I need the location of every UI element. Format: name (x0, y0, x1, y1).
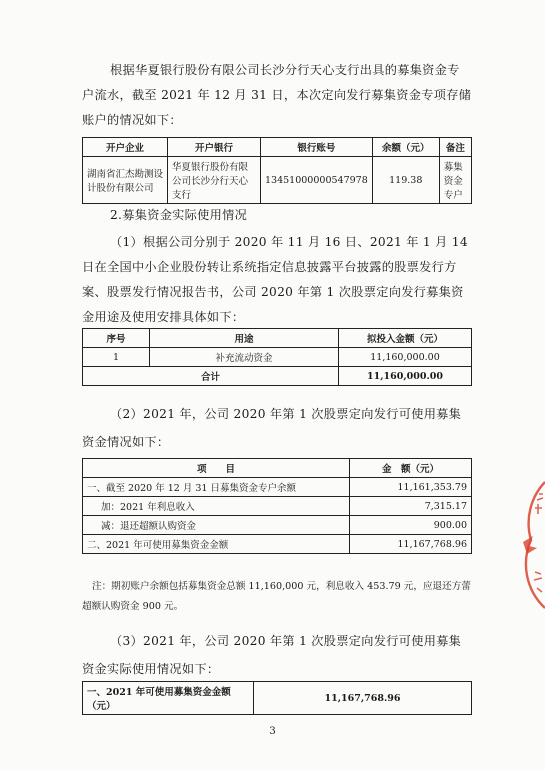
cell-amount: 11,167,768.96 (350, 535, 472, 554)
section-heading-usage: 2.募集资金实际使用情况 (110, 208, 248, 222)
table-row (83, 516, 472, 535)
table-row (83, 478, 472, 497)
cell-item: 减：退还超额认购资金 (83, 516, 350, 535)
table-row (83, 348, 472, 367)
table-row (83, 535, 472, 554)
cell-total-value: 11,160,000.00 (339, 367, 472, 386)
cell-item: 加：2021 年利息收入 (83, 497, 350, 516)
col-header-amount: 金 额（元） (350, 459, 472, 478)
table-row (83, 682, 472, 715)
cell-amount: 7,315.17 (350, 497, 472, 516)
seal-stamp-fragment (515, 480, 545, 610)
col-header-balance: 余额（元） (372, 138, 439, 157)
paragraph-account-intro: 根据华夏银行股份有限公司长沙分行天心支行出具的募集资金专户流水，截至 2021 年 12 月 31 日，本次定向发行募集资金专项存储账户的情况如下： (82, 63, 472, 127)
cell-bank: 华夏银行股份有限公司长沙分行天心支行 (168, 157, 261, 204)
cell-item: 一、截至 2020 年 12 月 31 日募集资金专户余额 (83, 478, 350, 497)
table-row-total (83, 367, 472, 386)
actual-use-table (82, 681, 472, 715)
cell-item: 二、2021 年可使用募集资金金额 (83, 535, 350, 554)
col-header-use: 用途 (150, 329, 339, 348)
paragraph-available-intro: （2）2021 年，公司 2020 年第 1 次股票定向发行可使用募集资金情况如下： (82, 407, 462, 449)
cell-amount: 11,160,000.00 (339, 348, 472, 367)
cell-amount: 11,161,353.79 (350, 478, 472, 497)
cell-remark: 募集资金专户 (439, 157, 471, 204)
col-header-bank: 开户银行 (168, 138, 261, 157)
cell-amount: 11,167,768.96 (254, 682, 472, 715)
col-header-account-no: 银行账号 (261, 138, 373, 157)
page-number: 3 (269, 726, 276, 737)
table-row (83, 497, 472, 516)
cell-company: 湖南省汇杰勘测设计股份有限公司 (83, 157, 168, 204)
paragraph-actual-use-intro: （3）2021 年，公司 2020 年第 1 次股票定向发行可使用募集资金实际使用情况如下： (82, 634, 462, 676)
cell-amount: 900.00 (350, 516, 472, 535)
cell-balance: 119.38 (372, 157, 439, 204)
account-table (82, 137, 472, 204)
col-header-seq: 序号 (83, 329, 150, 348)
table-note: 注：期初账户余额包括募集资金总额 11,160,000 元，利息收入 453.79 元，应退还方蕾超额认购资金 900 元。 (82, 581, 471, 612)
col-header-planned-amount: 拟投入金额（元） (339, 329, 472, 348)
available-funds-table (82, 458, 472, 554)
col-header-company: 开户企业 (83, 138, 168, 157)
cell-use: 补充流动资金 (150, 348, 339, 367)
cell-account-no: 13451000000547978 (261, 157, 373, 204)
paragraph-usage-intro: （1）根据公司分别于 2020 年 11 月 16 日、2021 年 1 月 14 日在全国中小企业股份转让系统指定信息披露平台披露的股票发行方案、股票发行情况报告书，公司 2020 年第 1 次股票定向发行募集资金用途及使用安排具体如下： (82, 235, 468, 324)
cell-seq: 1 (83, 348, 150, 367)
cell-total-label: 合计 (83, 367, 339, 386)
table-row (83, 157, 472, 204)
col-header-remark: 备注 (439, 138, 471, 157)
col-header-item: 项 目 (83, 459, 350, 478)
cell-item: 一、2021 年可使用募集资金金额（元） (83, 682, 254, 715)
use-table (82, 328, 472, 386)
